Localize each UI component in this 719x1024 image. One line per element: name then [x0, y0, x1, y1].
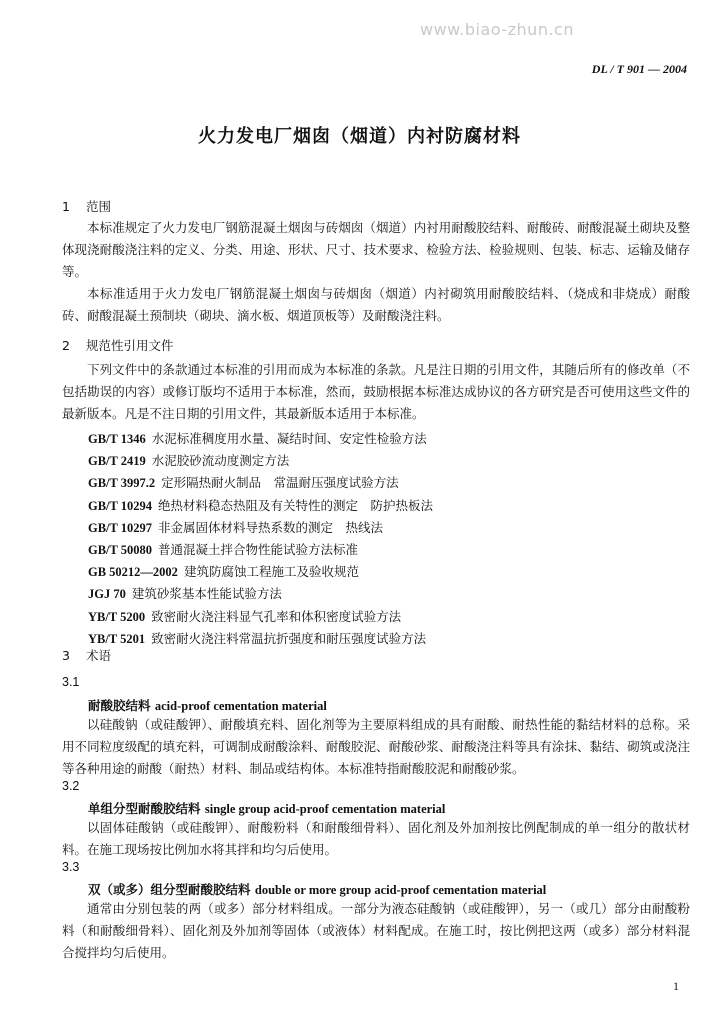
- reference-code: GB 50212—2002: [88, 565, 178, 580]
- reference-title: 水泥胶砂流动度测定方法: [151, 453, 290, 469]
- reference-item: [88, 495, 688, 517]
- reference-item: [88, 606, 688, 628]
- section-1-paragraph-2: 本标准适用于火力发电厂钢筋混凝土烟囱与砖烟囱（烟道）内衬砌筑用耐酸胶结料、（烧成和非烧成）耐酸砖、耐酸混凝土预制块（砌块、滴水板、烟道顶板等）及耐酸浇注料。: [62, 286, 690, 323]
- reference-code: GB/T 10297: [88, 520, 153, 535]
- reference-item: [88, 472, 688, 494]
- reference-item: [88, 428, 688, 450]
- term-chinese: 单组分型耐酸胶结料: [88, 801, 201, 816]
- reference-title: 普通混凝土拌合物性能试验方法标准: [158, 542, 359, 558]
- section-1-paragraph-1: 本标准规定了火力发电厂钢筋混凝土烟囱与砖烟囱（烟道）内衬用耐酸胶结料、耐酸砖、耐酸混凝土砌块及整体现浇耐酸浇注料的定义、分类、用途、形状、尺寸、技术要求、检验方法、检验规则、包装、标志、运输及储存等。: [62, 220, 690, 279]
- reference-title: 建筑防腐蚀工程施工及验收规范: [183, 564, 359, 580]
- normative-reference-list: [88, 428, 688, 650]
- reference-code: GB/T 50080: [88, 543, 153, 558]
- page-number: 1: [673, 979, 679, 993]
- term-english: acid-proof cementation material: [154, 699, 327, 713]
- term-chinese: 双（或多）组分型耐酸胶结料: [88, 882, 251, 897]
- reference-item: [88, 450, 688, 472]
- reference-title: 致密耐火浇注料显气孔率和体积密度试验方法: [151, 608, 402, 624]
- term-english: double or more group acid-proof cementation material: [254, 883, 547, 897]
- clause-3-1-definition: 以硅酸钠（或硅酸钾）、耐酸填充料、固化剂等为主要原料组成的具有耐酸、耐热性能的黏结材料的总称。采用不同粒度级配的填充料，可调制成耐酸涂料、耐酸胶泥、耐酸砂浆、耐酸浇注料等具有涂抹、黏结、砌筑或浇注等各种用途的耐酸（耐热）材料、制品或结构体。本标准特指耐酸胶泥和耐酸砂浆。: [62, 717, 690, 776]
- document-number: DL / T 901 — 2004: [591, 62, 687, 76]
- term-english: single group acid-proof cementation material: [204, 802, 446, 816]
- reference-title: 致密耐火浇注料常温抗折强度和耐压强度试验方法: [151, 630, 427, 646]
- reference-code: GB/T 1346: [88, 432, 146, 446]
- section-3-heading: [62, 646, 111, 664]
- watermark-text: www.biao-zhun.cn: [420, 20, 574, 39]
- reference-item: [88, 517, 688, 539]
- reference-title: 定形隔热耐火制品 常温耐压强度试验方法: [161, 475, 399, 491]
- section-1-heading: [62, 197, 111, 215]
- reference-item: [88, 561, 688, 583]
- section-1-number: 1: [62, 199, 70, 214]
- reference-item: [88, 539, 688, 561]
- reference-title: 水泥标准稠度用水量、凝结时间、安定性检验方法: [151, 431, 427, 446]
- reference-code: YB/T 5200: [88, 609, 146, 624]
- reference-title: 非金属固体材料导热系数的测定 热线法: [158, 519, 384, 535]
- reference-code: YB/T 5201: [88, 631, 146, 646]
- reference-code: GB/T 2419: [88, 454, 146, 469]
- reference-item: [88, 583, 688, 605]
- reference-code: GB/T 10294: [88, 498, 153, 513]
- section-2-number: 2: [62, 338, 70, 353]
- section-2-title: 规范性引用文件: [86, 338, 174, 353]
- section-3-title: 术语: [86, 648, 112, 663]
- section-2-heading: [62, 336, 174, 354]
- clause-3-2-term: [88, 799, 445, 817]
- term-chinese: 耐酸胶结料: [88, 698, 151, 713]
- section-3-number: 3: [62, 648, 70, 663]
- clause-3-3-number: 3.3: [62, 860, 80, 874]
- reference-code: GB/T 3997.2: [88, 476, 156, 491]
- clause-3-3-definition: 通常由分别包装的两（或多）部分材料组成。一部分为液态硅酸钠（或硅酸钾），另一（或几）部分由耐酸粉料（和耐酸细骨料）、固化剂及外加剂等固体（或液体）材料配成。在施工时，按比例把这两（或多）部分材料混合搅拌均匀后使用。: [62, 901, 690, 960]
- document-title: 火力发电厂烟囱（烟道）内衬防腐材料: [198, 126, 521, 147]
- clause-3-1-number: 3.1: [62, 675, 80, 689]
- reference-code: JGJ 70: [88, 587, 126, 602]
- reference-title: 建筑砂浆基本性能试验方法: [131, 586, 282, 602]
- section-2-intro: 下列文件中的条款通过本标准的引用而成为本标准的条款。凡是注日期的引用文件，其随后所有的修改单（不包括勘误的内容）或修订版均不适用于本标准，然而，鼓励根据本标准达成协议的各方研究是否可使用这些文件的最新版本。凡是不注日期的引用文件，其最新版本适用于本标准。: [62, 362, 690, 421]
- section-1-title: 范围: [86, 199, 112, 214]
- reference-item: [88, 628, 688, 650]
- clause-3-2-number: 3.2: [62, 779, 80, 793]
- clause-3-1-term: [88, 696, 327, 714]
- clause-3-2-definition: 以固体硅酸钠（或硅酸钾）、耐酸粉料（和耐酸细骨料）、固化剂及外加剂按比例配制成的单一组分的散状材料。在施工现场按比例加水将其拌和均匀后使用。: [62, 820, 690, 857]
- reference-title: 绝热材料稳态热阻及有关特性的测定 防护热板法: [158, 497, 434, 513]
- clause-3-3-term: [88, 880, 546, 898]
